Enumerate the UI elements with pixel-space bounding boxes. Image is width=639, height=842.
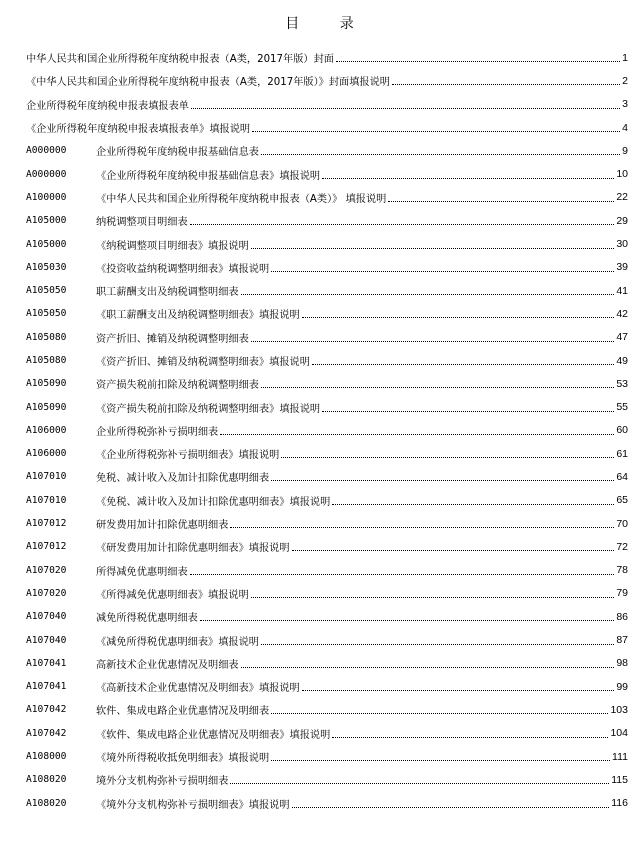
entry-title: 资产损失税前扣除及纳税调整明细表 [96, 380, 259, 392]
page-number: 87 [616, 634, 628, 647]
dot-leader [292, 550, 615, 551]
page-number: 49 [616, 354, 628, 367]
toc-entry[interactable] [26, 652, 628, 675]
page-title: 目 录 [285, 16, 372, 32]
dot-leader [292, 807, 610, 808]
dot-leader [220, 434, 614, 435]
toc-entry[interactable] [26, 559, 628, 582]
form-code: A108000 [26, 751, 67, 763]
toc-entry[interactable] [26, 792, 628, 815]
entry-title: 《企业所得税弥补亏损明细表》填报说明 [96, 450, 280, 462]
form-code: A106000 [26, 424, 67, 436]
dot-leader [388, 201, 614, 202]
toc-entry[interactable] [26, 279, 628, 302]
page-number: 41 [616, 284, 628, 297]
toc-entry[interactable] [26, 489, 628, 512]
entry-title: 职工薪酬支出及纳税调整明细表 [96, 287, 239, 299]
entry-title: 《资产损失税前扣除及纳税调整明细表》填报说明 [96, 403, 321, 415]
toc-entry[interactable] [26, 302, 628, 325]
entry-title: 减免所得税优惠明细表 [96, 613, 198, 625]
dot-leader [271, 760, 610, 761]
toc-entry[interactable] [26, 465, 628, 488]
page-number: 53 [616, 377, 628, 390]
dot-leader [190, 574, 615, 575]
toc-entry[interactable] [26, 768, 628, 791]
form-code: A000000 [26, 168, 67, 180]
dot-leader [302, 690, 615, 691]
toc-entry[interactable] [26, 745, 628, 768]
page-number: 104 [610, 727, 628, 740]
form-code: A105030 [26, 261, 67, 273]
form-code: A108020 [26, 774, 67, 786]
form-code: A105000 [26, 215, 67, 227]
toc-entry[interactable] [26, 349, 628, 372]
entry-title: 免税、减计收入及加计扣除优惠明细表 [96, 473, 270, 485]
dot-leader [312, 364, 614, 365]
form-code: A107010 [26, 494, 67, 506]
page-number: 39 [616, 261, 628, 274]
entry-title: 《资产折旧、摊销及纳税调整明细表》填报说明 [96, 357, 310, 368]
form-code: A000000 [26, 145, 67, 157]
page-number: 3 [622, 98, 628, 111]
toc-entry[interactable] [26, 256, 628, 279]
page-number: 115 [611, 773, 628, 786]
form-code: A107012 [26, 541, 67, 553]
form-code: A106000 [26, 448, 67, 460]
page-number: 64 [616, 470, 628, 483]
dot-leader [392, 84, 620, 85]
toc-entry[interactable] [26, 326, 628, 349]
dot-leader [336, 61, 620, 62]
page-number: 103 [610, 703, 628, 716]
entry-title: 《投资收益纳税调整明细表》填报说明 [96, 263, 270, 275]
form-code: A105090 [26, 401, 67, 413]
entry-title: 《高新技术企业优惠情况及明细表》填报说明 [96, 683, 300, 695]
form-code: A105050 [26, 308, 67, 320]
dot-leader [251, 597, 615, 598]
dot-leader [261, 154, 620, 155]
form-code: A100000 [26, 191, 67, 203]
entry-title: 《软件、集成电路企业优惠情况及明细表》填报说明 [96, 729, 331, 741]
page-number: 42 [616, 307, 628, 320]
page-number: 22 [616, 191, 628, 204]
page-number: 65 [616, 494, 628, 507]
form-code: A105080 [26, 331, 67, 343]
form-code: A107042 [26, 727, 67, 739]
page-number: 111 [612, 750, 628, 763]
form-code: A105090 [26, 378, 67, 390]
dot-leader [271, 713, 608, 714]
entry-title: 中华人民共和国企业所得税年度纳税申报表（A类，2017年版）封面 [26, 54, 334, 66]
dot-leader [261, 387, 614, 388]
page-number: 9 [622, 144, 628, 157]
toc-entry[interactable] [26, 162, 628, 185]
entry-title: 《中华人民共和国企业所得税年度纳税申报表（A类，2017年版）》封面填报说明 [26, 77, 390, 89]
page-number: 4 [622, 121, 628, 134]
form-code: A105000 [26, 238, 67, 250]
page-number: 30 [616, 238, 628, 251]
dot-leader [251, 341, 615, 342]
toc-entry[interactable] [26, 69, 628, 92]
toc-entry[interactable] [26, 675, 628, 698]
dot-leader [271, 480, 614, 481]
toc-entry[interactable] [26, 442, 628, 465]
entry-title: 企业所得税年度纳税申报表填报表单 [26, 100, 189, 112]
entry-title: 研发费用加计扣除优惠明细表 [96, 520, 229, 532]
entry-title: 境外分支机构弥补亏损明细表 [96, 776, 229, 788]
entry-title: 所得减免优惠明细表 [96, 566, 188, 578]
form-code: A107040 [26, 634, 67, 646]
form-code: A107020 [26, 564, 67, 576]
dot-leader [241, 667, 615, 668]
dot-leader [200, 620, 614, 621]
toc-entry[interactable] [26, 209, 628, 232]
toc-entry[interactable] [26, 46, 628, 69]
entry-title: 《所得减免优惠明细表》填报说明 [96, 589, 249, 601]
page-number: 86 [616, 610, 628, 623]
dot-leader [332, 504, 614, 505]
table-of-contents [26, 46, 628, 815]
form-code: A107041 [26, 657, 67, 669]
toc-entry[interactable] [26, 232, 628, 255]
page-number: 79 [616, 587, 628, 600]
page-number: 1 [622, 51, 628, 64]
toc-entry[interactable] [26, 582, 628, 605]
toc-entry[interactable] [26, 186, 628, 209]
dot-leader [230, 783, 609, 784]
entry-title: 企业所得税弥补亏损明细表 [96, 426, 219, 438]
entry-title: 《企业所得税年度纳税申报表填报表单》填报说明 [26, 124, 251, 136]
form-code: A107042 [26, 704, 67, 716]
toc-entry[interactable] [26, 419, 628, 442]
form-code: A107012 [26, 518, 67, 530]
dot-leader [271, 271, 614, 272]
form-code: A105050 [26, 285, 67, 297]
page-number: 61 [616, 447, 628, 460]
toc-entry[interactable] [26, 605, 628, 628]
page-number: 55 [616, 401, 628, 414]
dot-leader [251, 248, 615, 249]
entry-title: 《职工薪酬支出及纳税调整明细表》填报说明 [96, 310, 300, 322]
toc-entry[interactable] [26, 535, 628, 558]
dot-leader [322, 411, 614, 412]
entry-title: 资产折旧、摊销及纳税调整明细表 [96, 333, 249, 345]
dot-leader [230, 527, 614, 528]
page-number: 10 [616, 168, 628, 181]
entry-title: 《中华人民共和国企业所得税年度纳税申报表（A类）》 填报说明 [96, 193, 387, 205]
page-number: 99 [616, 680, 628, 693]
toc-entry[interactable] [26, 698, 628, 721]
dot-leader [190, 224, 615, 225]
entry-title: 高新技术企业优惠情况及明细表 [96, 659, 239, 671]
page-number: 116 [611, 797, 628, 810]
entry-title: 《企业所得税年度纳税申报基础信息表》填报说明 [96, 170, 321, 182]
entry-title: 《减免所得税优惠明细表》填报说明 [96, 636, 259, 648]
entry-title: 企业所得税年度纳税申报基础信息表 [96, 147, 259, 159]
entry-title: 《免税、减计收入及加计扣除优惠明细表》填报说明 [96, 496, 331, 508]
entry-title: 《境外分支机构弥补亏损明细表》填报说明 [96, 799, 290, 811]
page-number: 2 [622, 74, 628, 87]
toc-entry[interactable] [26, 93, 628, 116]
form-code: A105080 [26, 355, 67, 366]
toc-entry[interactable] [26, 628, 628, 651]
form-code: A107040 [26, 611, 67, 623]
dot-leader [241, 294, 615, 295]
entry-title: 纳税调整项目明细表 [96, 217, 188, 229]
dot-leader [302, 317, 615, 318]
entry-title: 软件、集成电路企业优惠情况及明细表 [96, 706, 270, 718]
page-number: 78 [616, 564, 628, 577]
dot-leader [252, 131, 620, 132]
entry-title: 《纳税调整项目明细表》填报说明 [96, 240, 249, 252]
page-number: 70 [616, 517, 628, 530]
form-code: A107020 [26, 587, 67, 599]
entry-title: 《境外所得税收抵免明细表》填报说明 [96, 753, 270, 765]
dot-leader [332, 737, 608, 738]
dot-leader [261, 644, 614, 645]
toc-entry[interactable] [26, 395, 628, 418]
page-number: 60 [616, 424, 628, 437]
page-number: 47 [616, 331, 628, 344]
toc-entry[interactable] [26, 722, 628, 745]
page-number: 29 [616, 214, 628, 227]
toc-entry[interactable] [26, 116, 628, 139]
page-number: 72 [616, 540, 628, 553]
dot-leader [322, 178, 614, 179]
form-code: A107010 [26, 471, 67, 483]
toc-entry[interactable] [26, 512, 628, 535]
dot-leader [281, 457, 614, 458]
dot-leader [191, 108, 620, 109]
form-code: A107041 [26, 681, 67, 693]
toc-entry[interactable] [26, 139, 628, 162]
form-code: A108020 [26, 797, 67, 809]
toc-entry[interactable] [26, 372, 628, 395]
page-number: 98 [616, 657, 628, 670]
entry-title: 《研发费用加计扣除优惠明细表》填报说明 [96, 543, 290, 555]
